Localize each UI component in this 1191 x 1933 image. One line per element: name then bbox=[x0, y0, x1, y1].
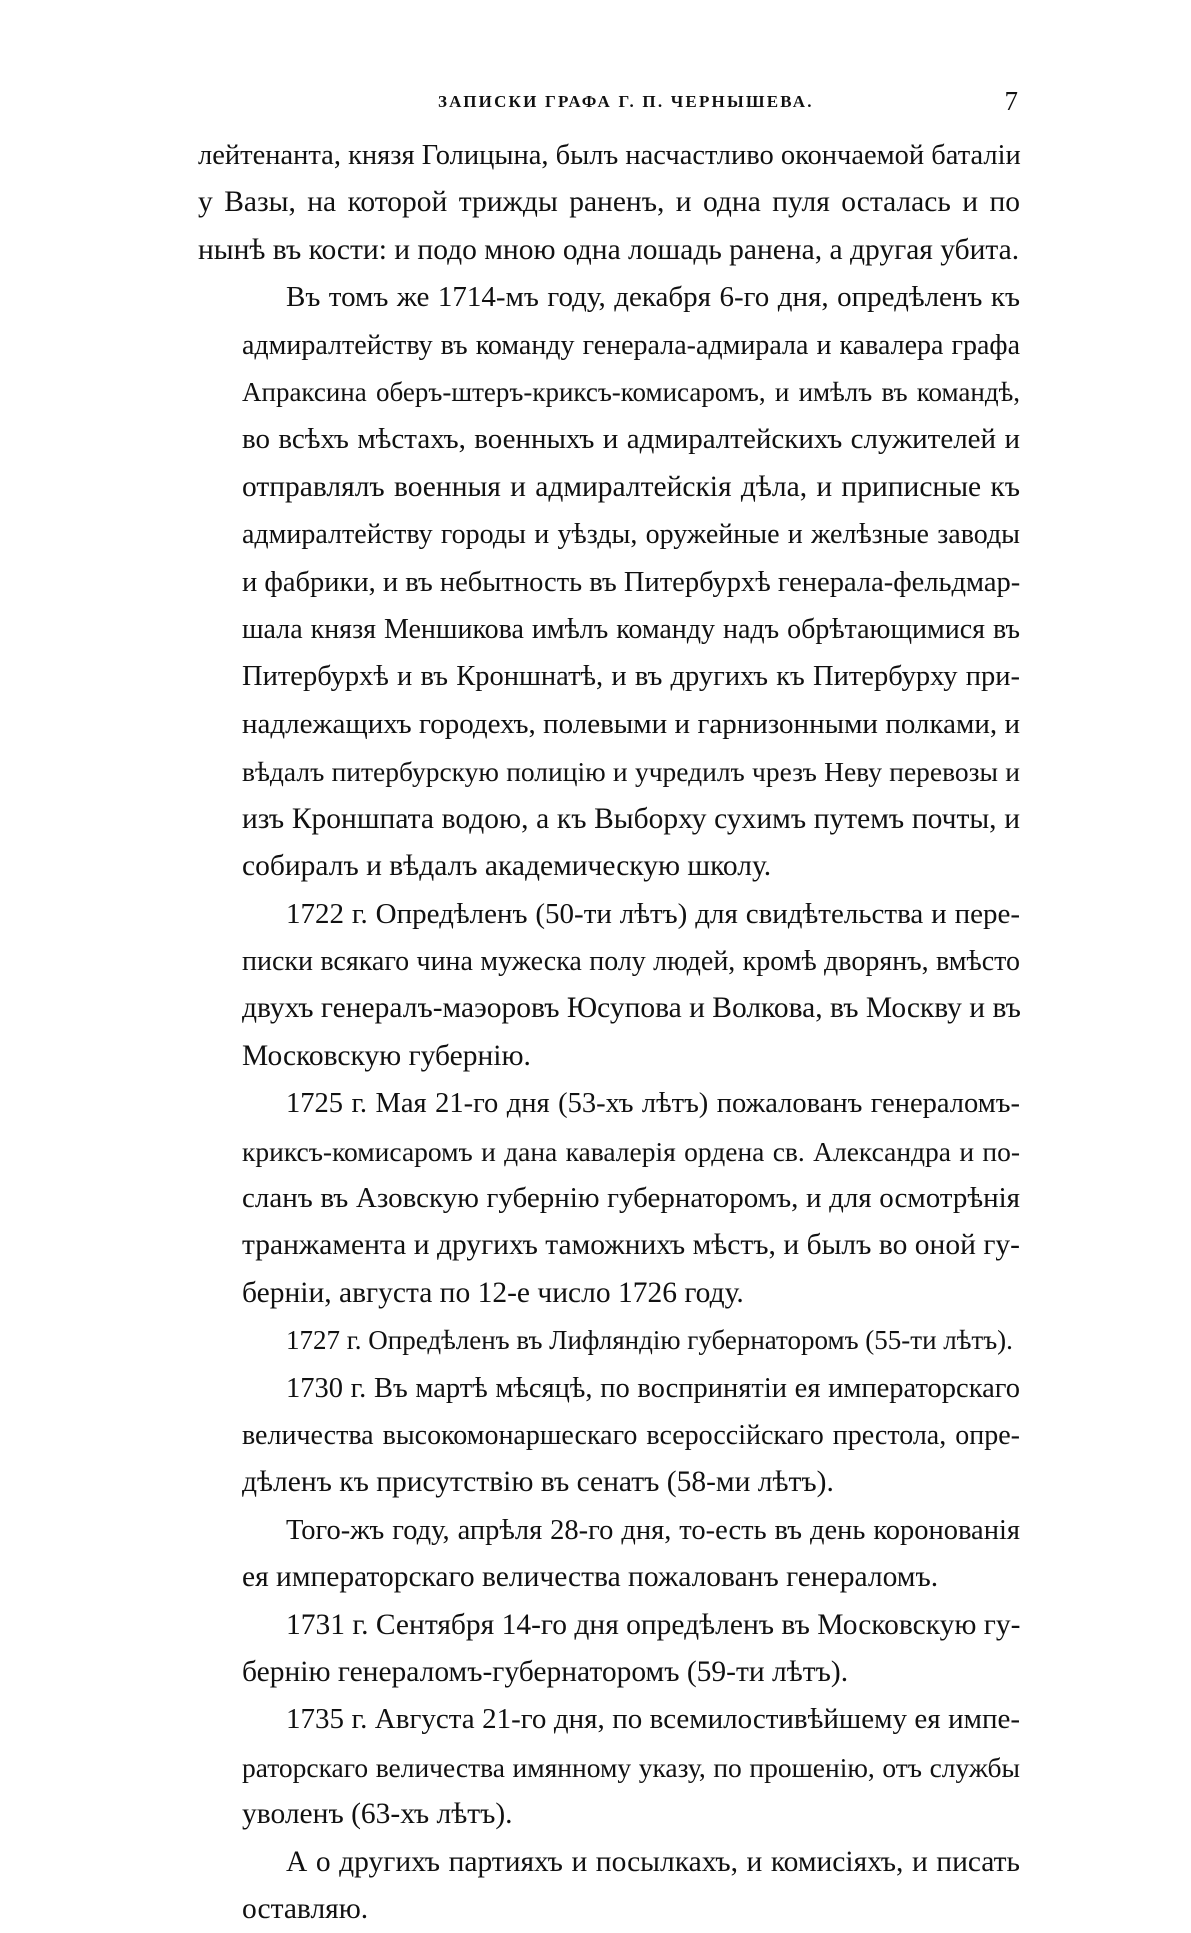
paragraph bbox=[198, 274, 1020, 890]
page-number: 7 bbox=[1004, 86, 1018, 116]
text-line: величества высокомонаршескаго всероссійскаго престола, опре- bbox=[242, 1419, 1020, 1451]
paragraph bbox=[198, 1365, 1020, 1507]
paragraph bbox=[198, 1080, 1020, 1317]
running-head bbox=[438, 88, 1018, 116]
text-line: адмиралтейству городы и уѣзды, оружейные и желѣзные заводы bbox=[242, 519, 1020, 551]
text-line: А о другихъ партияхъ и посылкахъ, и комисіяхъ, и писать bbox=[286, 1845, 1020, 1878]
text-line: писки всякаго чина мужеска полу людей, кромѣ дворянъ, вмѣсто bbox=[242, 945, 1020, 977]
paragraph bbox=[198, 1602, 1020, 1697]
text-line: ея императорскаго величества пожалованъ генераломъ. bbox=[242, 1561, 939, 1594]
text-line: Московскую губернію. bbox=[242, 1039, 531, 1072]
text-line: 1735 г. Августа 21-го дня, по всемилостивѣйшему ея импе- bbox=[286, 1703, 1020, 1736]
text-line: 1725 г. Мая 21-го дня (53-хъ лѣтъ) пожалованъ генераломъ- bbox=[286, 1088, 1020, 1120]
paragraph bbox=[198, 132, 1020, 274]
running-title: ЗАПИСКИ ГРАФА Г. П. ЧЕРНЫШЕВА. bbox=[438, 92, 814, 111]
text-line: во всѣхъ мѣстахъ, военныхъ и адмиралтейскихъ служителей и bbox=[242, 423, 1020, 456]
text-line: Питербурхѣ и въ Кроншнатѣ, и въ другихъ къ Питербурху при- bbox=[242, 661, 1020, 693]
text-line: Въ томъ же 1714-мъ году, декабря 6-го дня, опредѣленъ къ bbox=[286, 281, 1020, 314]
body-text bbox=[198, 132, 1020, 1933]
text-line: 1730 г. Въ мартѣ мѣсяцѣ, по воспринятіи ея императорскаго bbox=[286, 1372, 1020, 1404]
text-line: криксъ-комисаромъ и дана кавалерія ордена св. Александра и по- bbox=[242, 1135, 1020, 1167]
text-line: 1731 г. Сентября 14-го дня опредѣленъ въ Московскую гу- bbox=[286, 1608, 1021, 1641]
text-line: дѣленъ къ присутствію въ сенатъ (58-ми лѣтъ). bbox=[242, 1466, 834, 1499]
text-line: Апраксина оберъ-штеръ-криксъ-комисаромъ, и имѣлъ въ командѣ, bbox=[242, 377, 1020, 408]
text-line: и фабрики, и въ небытность въ Питербурхѣ генерала-фельдмар- bbox=[242, 566, 1021, 598]
paragraph bbox=[198, 1839, 1020, 1933]
text-line: нынѣ въ кости: и подо мною одна лошадь ранена, а другая убита. bbox=[198, 233, 1020, 266]
text-line: вѣдалъ питербурскую полицію и учредилъ чрезъ Неву перевозы и bbox=[242, 756, 1020, 788]
paragraph bbox=[198, 1507, 1020, 1602]
text-line: собиралъ и вѣдалъ академическую школу. bbox=[242, 850, 772, 883]
text-line: 1722 г. Опредѣленъ (50-ти лѣтъ) для свидѣтельства и пере- bbox=[286, 897, 1020, 930]
text-line: уволенъ (63-хъ лѣтъ). bbox=[242, 1798, 513, 1831]
text-line: лейтенанта, князя Голицына, былъ насчастливо окончаемой баталіи bbox=[198, 140, 1021, 171]
text-line: отправлялъ военныя и адмиралтейскія дѣла, и приписные къ bbox=[242, 470, 1020, 503]
text-line: бернію генераломъ-губернаторомъ (59-ти лѣтъ). bbox=[242, 1656, 849, 1688]
paragraph bbox=[198, 1696, 1020, 1838]
text-line: 1727 г. Опредѣленъ въ Лифляндію губернаторомъ (55-ти лѣтъ). bbox=[286, 1325, 1013, 1356]
text-line: шала князя Меншикова имѣлъ команду надъ обрѣтающимися въ bbox=[242, 614, 1020, 646]
paragraph bbox=[198, 1317, 1020, 1364]
text-line: оставляю. bbox=[242, 1893, 369, 1926]
text-line: надлежащихъ городехъ, полевыми и гарнизонными полками, и bbox=[242, 707, 1020, 740]
text-line: Того-жъ году, апрѣля 28-го дня, то-есть въ день коронованія bbox=[286, 1514, 1020, 1546]
text-line: адмиралтейству въ команду генерала-адмирала и кавалера графа bbox=[242, 329, 1020, 361]
text-line: у Вазы, на которой трижды раненъ, и одна пуля осталась и по bbox=[198, 186, 1020, 219]
text-line: транжамента и другихъ таможнихъ мѣстъ, и былъ во оной гу- bbox=[242, 1229, 1020, 1262]
text-line: сланъ въ Азовскую губернію губернаторомъ, и для осмотрѣнія bbox=[242, 1181, 1020, 1214]
text-line: двухъ генералъ-маэоровъ Юсупова и Волкова, въ Москву и въ bbox=[242, 992, 1021, 1025]
paragraph bbox=[198, 891, 1020, 1081]
text-line: берніи, августа по 12-е число 1726 году. bbox=[242, 1276, 744, 1309]
text-line: изъ Кроншпата водою, а къ Выборху сухимъ путемъ почты, и bbox=[242, 802, 1020, 835]
text-line: раторскаго величества имянному указу, по прошенію, отъ службы bbox=[242, 1751, 1020, 1783]
